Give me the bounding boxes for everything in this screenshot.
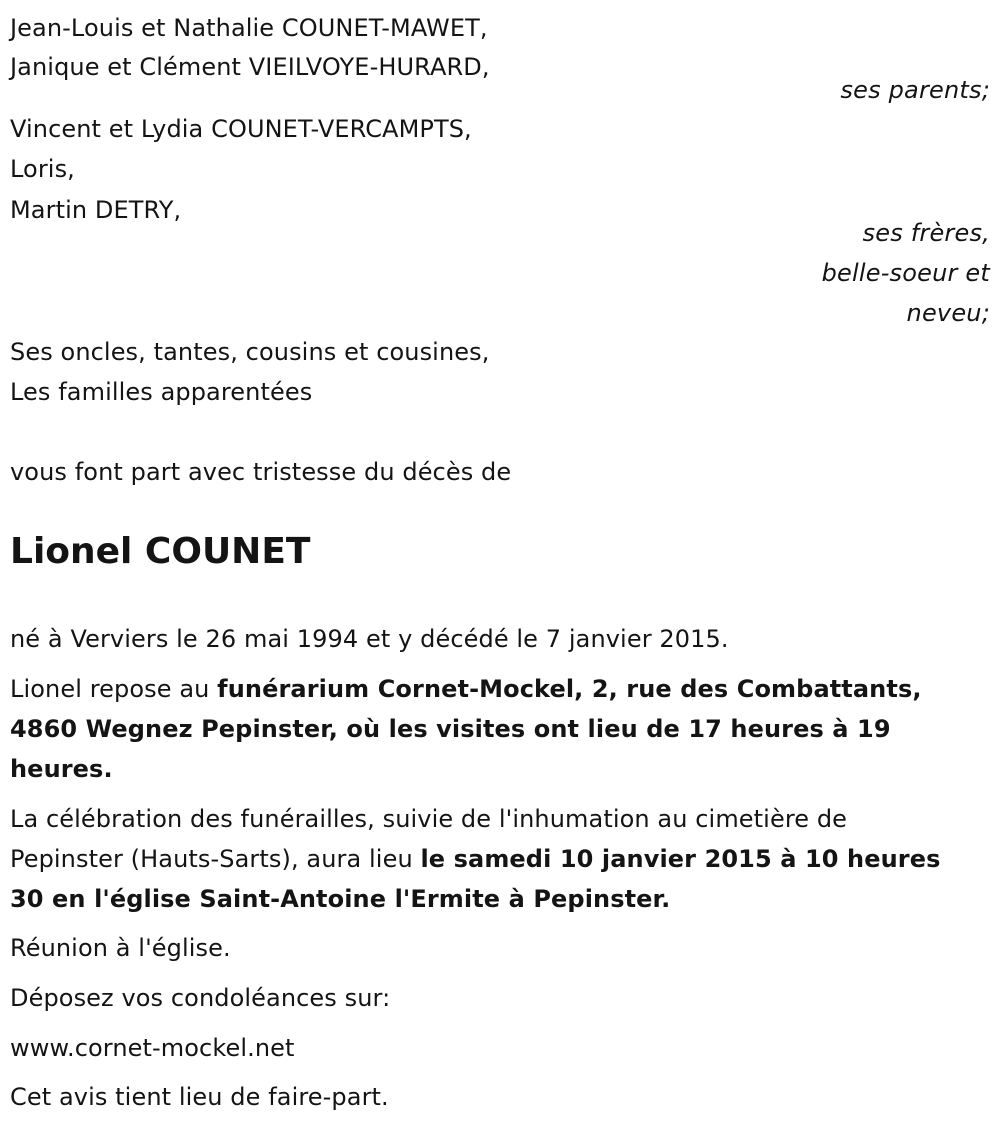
parent-line-1: Jean-Louis et Nathalie COUNET-MAWET, [10, 14, 488, 42]
reunion-line: Réunion à l'église. [10, 934, 231, 962]
announcement-line: vous font part avec tristesse du décès de [10, 458, 512, 486]
visitation-line-1 [10, 674, 922, 704]
others-line-2: Les familles apparentées [10, 378, 313, 406]
deceased-name: Lionel COUNET [10, 531, 311, 572]
visitation-location: funérarium Cornet-Mockel, 2, rue des Combattants, [217, 675, 922, 703]
funeral-church: 30 en l'église Saint-Antoine l'Ermite à Pepinster. [10, 885, 671, 913]
sibling-line-2: Loris, [10, 155, 75, 183]
sibling-line-3: Martin DETRY, [10, 196, 182, 224]
funeral-place: Pepinster (Hauts-Sarts), aura lieu [10, 845, 421, 873]
website-link[interactable]: www.cornet-mockel.net [10, 1034, 295, 1062]
funeral-line-2 [10, 844, 940, 874]
birth-death-line: né à Verviers le 26 mai 1994 et y décédé le 7 janvier 2015. [10, 625, 729, 653]
visitation-line-3 [10, 754, 113, 784]
funeral-date: le samedi 10 janvier 2015 à 10 heures [420, 845, 941, 873]
visitation-hours-end: heures. [10, 755, 113, 783]
funeral-line-1: La célébration des funérailles, suivie de l'inhumation au cimetière de [10, 805, 848, 833]
siblings-role-3: neveu; [906, 299, 990, 327]
siblings-role-1: ses frères, [862, 219, 990, 247]
parents-role: ses parents; [840, 76, 990, 104]
parent-line-2: Janique et Clément VIEILVOYE-HURARD, [10, 53, 490, 81]
closing-line: Cet avis tient lieu de faire-part. [10, 1083, 389, 1111]
funeral-line-3 [10, 884, 670, 914]
siblings-role-2: belle-soeur et [821, 259, 990, 287]
others-line-1: Ses oncles, tantes, cousins et cousines, [10, 338, 490, 366]
visitation-line-2 [10, 714, 891, 744]
visitation-prefix: Lionel repose au [10, 675, 218, 703]
visitation-hours: 4860 Wegnez Pepinster, où les visites ont lieu de 17 heures à 19 [10, 715, 891, 743]
condolences-label: Déposez vos condoléances sur: [10, 984, 391, 1012]
sibling-line-1: Vincent et Lydia COUNET-VERCAMPTS, [10, 115, 472, 143]
